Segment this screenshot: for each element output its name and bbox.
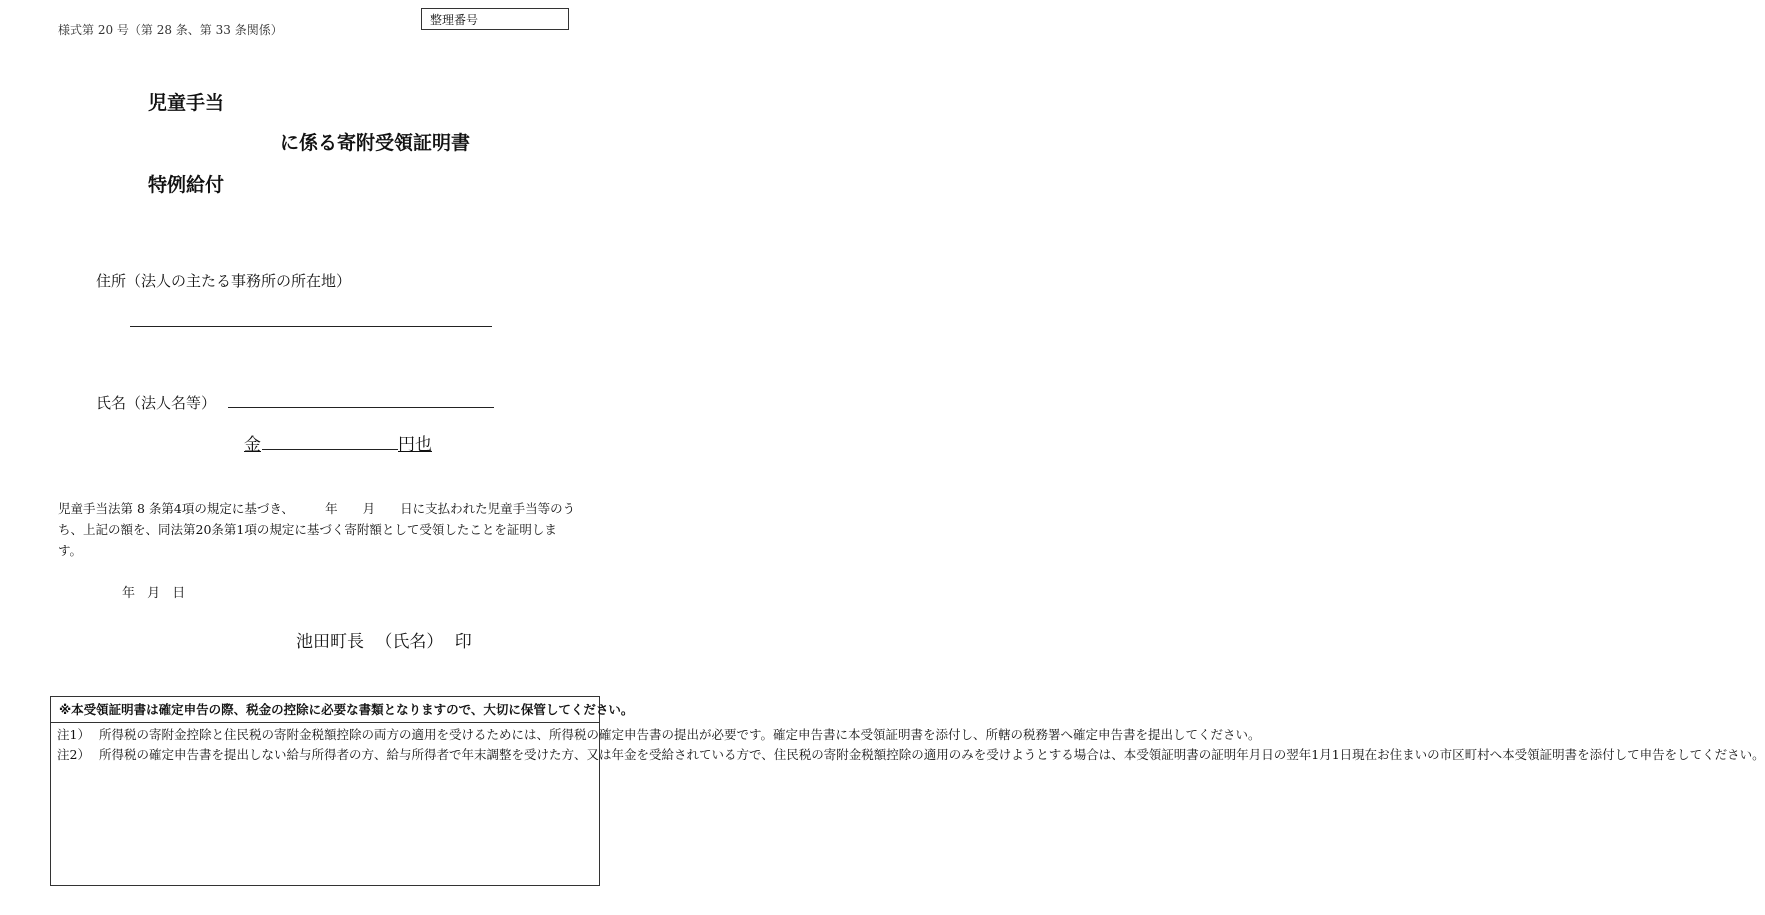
name-field-line[interactable]: [228, 407, 494, 408]
amount-field-line[interactable]: [262, 449, 398, 450]
notice-box: [50, 696, 1765, 886]
amount-suffix: 円也: [398, 435, 432, 455]
notice-heading: ※本受領証明書は確定申告の際、税金の控除に必要な書類となりますので、大切に保管してください。: [51, 697, 599, 723]
note-text: 所得税の確定申告書を提出しない給与所得者の方、給与所得者で年末調整を受けた方、又は年金を受給されている方で、住民税の寄附金税額控除の適用のみを受けようとする場合は、本受領証明書の証明年月日の翌年1月1日現在お住まいの市区町村へ本受領証明書を添付して申告をしてください。: [99, 747, 1765, 762]
form-number: 様式第 20 号（第 28 条、第 33 条関係）: [58, 23, 283, 37]
reference-number-box[interactable]: 整理番号: [421, 8, 569, 30]
signer-line: 池田町長 （氏名） 印: [296, 632, 472, 652]
amount-prefix: 金: [244, 435, 261, 455]
note-item: [57, 745, 1765, 765]
address-field-line[interactable]: [130, 326, 492, 327]
note-item: [57, 725, 1261, 745]
note-text: 所得税の寄附金控除と住民税の寄附金税額控除の両方の適用を受けるためには、所得税の確定申告書の提出が必要です。確定申告書に本受領証明書を添付し、所轄の税務署へ確定申告書を提出してください。: [99, 727, 1261, 742]
title-line-certificate: に係る寄附受領証明書: [280, 132, 471, 154]
name-label: 氏名（法人名等）: [96, 394, 217, 412]
issue-date-line: 年 月 日: [122, 586, 186, 601]
address-label: 住所（法人の主たる事務所の所在地）: [96, 272, 352, 290]
title-line-child-allowance: 児童手当: [148, 92, 225, 114]
notes-list: [51, 723, 1765, 767]
note-id: 注2）: [57, 747, 90, 762]
title-line-special-benefit: 特例給付: [148, 174, 225, 196]
note-id: 注1）: [57, 727, 90, 742]
certification-statement: 児童手当法第 8 条第4項の規定に基づき、 年 月 日に支払われた児童手当等のうち、上記の額を、同法第20条第1項の規定に基づく寄附額として受領したことを証明します。: [58, 501, 576, 558]
